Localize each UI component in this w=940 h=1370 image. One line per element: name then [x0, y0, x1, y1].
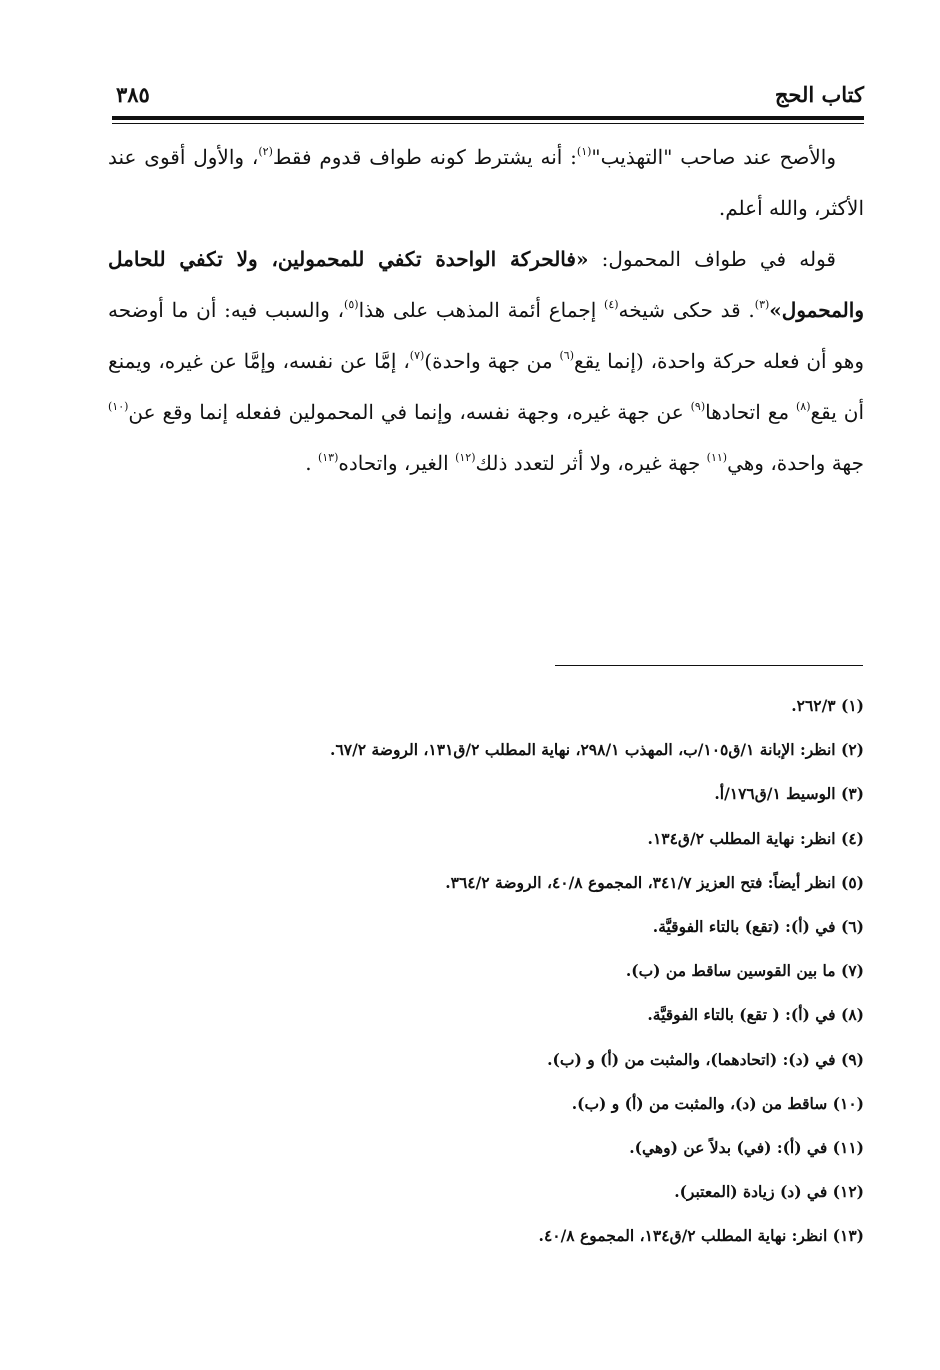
footnote: (٤) انظر: نهاية المطلب ٢/ق١٣٤.	[647, 828, 864, 848]
footnote: (٧) ما بين القوسين ساقط من (ب).	[625, 961, 864, 981]
footnote: (٣) الوسيط ١/ق١٧٦/أ.	[714, 784, 864, 804]
chapter-title: كتاب الحج	[774, 82, 864, 107]
page-header	[112, 78, 864, 114]
footnote: (٥) انظر أيضاً: فتح العزيز ٣٤١/٧، المجموع ٤٠/٨، الروضة ٣٦٤/٢.	[445, 872, 864, 892]
footnote: (١٠) ساقط من (د)، والمثبت من (أ) و (ب).	[571, 1093, 864, 1113]
footnote-ref: (٣)	[754, 298, 770, 311]
footnote-ref: (١٠)	[108, 400, 129, 413]
footnote-ref: (٩)	[690, 400, 706, 413]
main-text	[108, 132, 864, 489]
footnote-ref: (٤)	[604, 298, 619, 311]
header-rule-thin	[112, 123, 864, 124]
paragraph-2: قوله في طواف المحمول: «فالحركة الواحدة تكفي للمحمولين، ولا تكفي للحامل والمحمول»$^{(٣)}$. قد حكى شيخه$^{(٤)}$ إجماع أئمة المذهب على هذا$^{(٥)}$، والسبب فيه: أن ما أوضحه وهو أن فعله حركة واحدة، (إنما يقع$^{(٦)}$ من جهة واحدة)$^{(٧)}$، إمَّا عن نفسه، وإمَّا عن غيره، ويمنع أن يقع$^{(٨)}$ مع اتحادها$^{(٩)}$ عن جهة غيره، وجهة نفسه، وإنما في المحمولين ففعله إنما وقع عن$^{(١٠)}$ جهة واحدة، وهي$^{(١١)}$ جهة غيره، ولا أثر لتعدد ذلك$^{(١٢)}$ الغير، واتحاده$^{(١٣)}$ .	[108, 247, 865, 475]
footnotes	[108, 684, 864, 1258]
header-rule-thick	[112, 116, 864, 120]
footnote-ref: (٧)	[409, 349, 425, 362]
footnote-separator	[555, 665, 863, 666]
paragraph-1: والأصح عند صاحب "التهذيب"$^{(١)}$: أنه يشترط كونه طواف قدوم فقط$^{(٢)}$، والأول أقوى عند الأكثر، والله أعلم.	[108, 145, 864, 220]
footnote: (٨) في (أ): ( تقع) بالتاء الفوقيَّة.	[647, 1005, 864, 1025]
footnote: (٩) في (د): (اتحادهما)، والمثبت من (أ) و (ب).	[547, 1049, 864, 1069]
footnote-ref: (٥)	[344, 298, 359, 311]
quoted-text: «فالحركة الواحدة تكفي للمحمولين، ولا تكفي للحامل والمحمول»	[108, 247, 864, 322]
footnote-ref: (١٣)	[317, 451, 339, 464]
footnote-ref: (٢)	[258, 145, 273, 158]
footnote-ref: (٦)	[559, 349, 574, 362]
footnote: (١) ٢٦٢/٣.	[791, 696, 864, 715]
footnote-ref: (١١)	[706, 451, 728, 464]
footnote: (١٣) انظر: نهاية المطلب ٢/ق١٣٤، المجموع ٤٠/٨.	[538, 1226, 864, 1246]
page-number: ٣٨٥	[116, 82, 150, 107]
footnote-ref: (١٢)	[455, 451, 476, 464]
footnote: (٦) في (أ): (تقع) بالتاء الفوقيَّة.	[652, 916, 864, 936]
footnote: (١١) في (أ): (في) بدلاً عن (وهي).	[629, 1137, 864, 1157]
footnote: (٢) انظر: الإبانة ١/ق١٠٥/ب، المهذب ٢٩٨/١، نهاية المطلب ٢/ق١٣١، الروضة ٦٧/٢.	[330, 740, 864, 760]
footnote-ref: (٨)	[796, 400, 811, 413]
footnote-ref: (١)	[576, 145, 592, 158]
footnote: (١٢) في (د) زيادة (المعتبر).	[674, 1182, 864, 1202]
